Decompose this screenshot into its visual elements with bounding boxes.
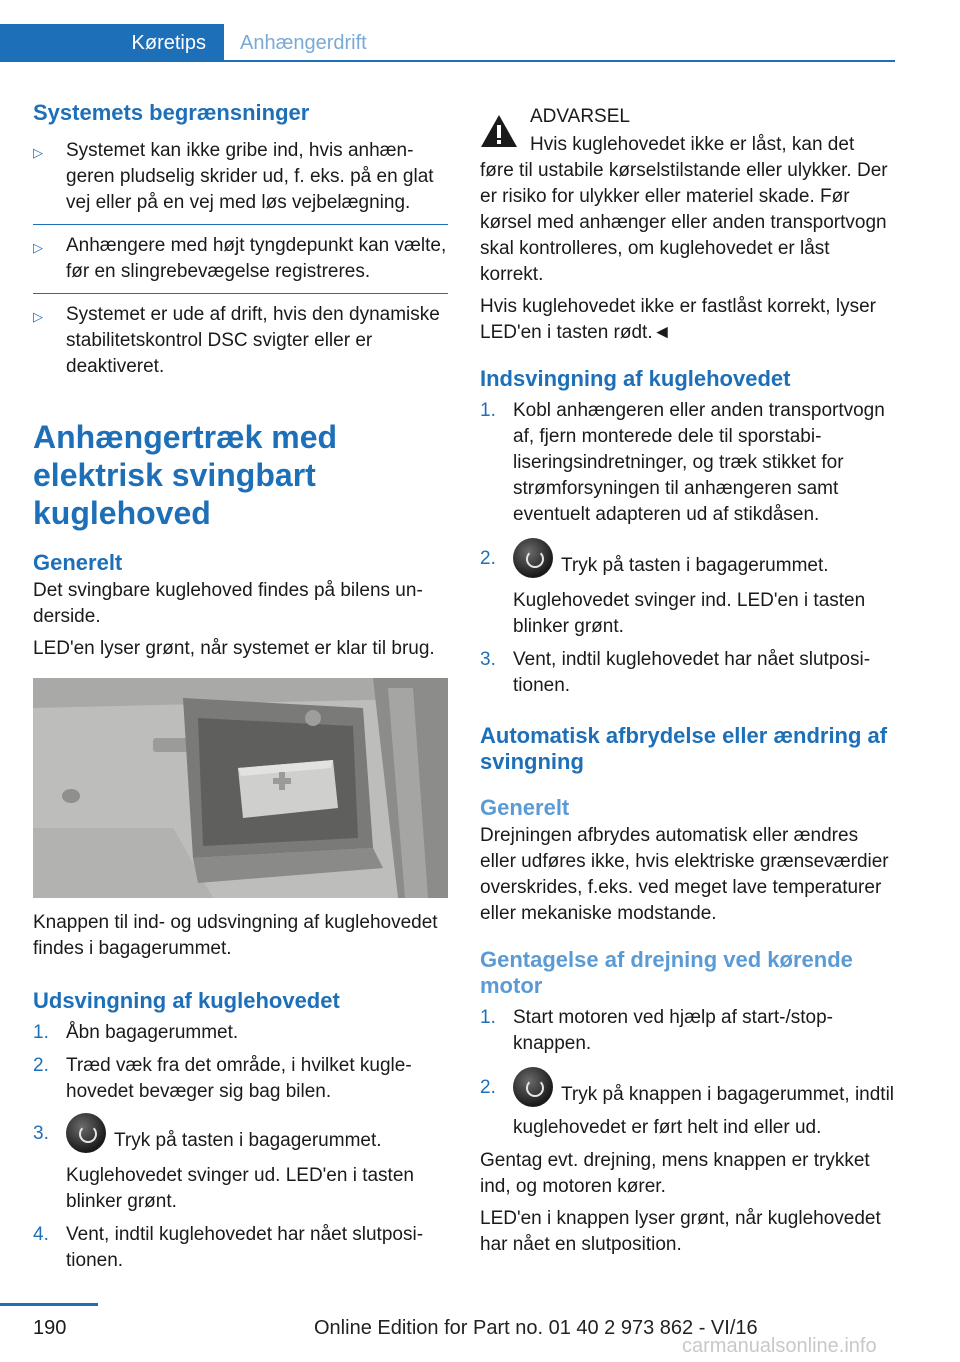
triangle-bullet-icon: ▷ xyxy=(33,145,43,160)
photo-caption: Knappen til ind- og udsvingning af kuglehovedet findes i bagagerummet. xyxy=(33,912,438,959)
warning-triangle-icon xyxy=(480,114,518,148)
footer-rule xyxy=(0,1303,98,1306)
warning-first-line: Hvis kuglehovedet ikke er låst, kan det xyxy=(530,134,855,155)
step-number: 1. xyxy=(480,400,496,421)
list-item xyxy=(33,1121,448,1215)
step-number: 1. xyxy=(33,1022,49,1043)
general-paragraph-2: LED'en lyser grønt, når systemet er klar til brug. xyxy=(33,638,435,659)
step-subtext: Kuglehovedet svinger ud. LED'en i tasten blinker grønt. xyxy=(66,1165,414,1212)
limits-heading: Systemets begrænsninger xyxy=(33,100,310,125)
section-title: Anhængertræk med elektrisk svingbart kuglehoved xyxy=(33,419,338,531)
list-item xyxy=(33,1020,448,1046)
swing-out-heading: Udsvingning af kuglehovedet xyxy=(33,988,340,1013)
step-number: 2. xyxy=(480,548,496,569)
warning-block xyxy=(480,104,898,346)
step-text: Start motoren ved hjælp af start-/stop-knappen. xyxy=(513,1007,833,1054)
step-number: 1. xyxy=(480,1007,496,1028)
step-text: Vent, indtil kuglehovedet har nået slutpositionen. xyxy=(513,649,871,696)
list-item-text: Systemet er ude af drift, hvis den dynamiske stabilitetskontrol DSC svigter eller er deaktiveret. xyxy=(66,304,440,377)
triangle-bullet-icon: ▷ xyxy=(33,309,43,324)
list-item xyxy=(33,225,448,294)
trunk-photo xyxy=(33,678,448,898)
repeat-heading: Gentagelse af drejning ved kørende motor xyxy=(480,947,853,998)
auto-general-paragraph: Drejningen afbrydes automatisk eller ændres eller udføres ikke, hvis elektriske grænseværdier overskrides, f.eks. ved meget lave temperaturer eller mekaniske modstande. xyxy=(480,825,889,924)
tab-anhaengerdrift-label: Anhængerdrift xyxy=(240,31,367,54)
triangle-bullet-icon: ▷ xyxy=(33,240,43,255)
list-item-text: Systemet kan ikke gribe ind, hvis anhængeren pludselig skrider ud, f. eks. på en glat vej eller på en vej med løs vejbelægning. xyxy=(66,140,434,213)
online-edition: Online Edition for Part no. 01 40 2 973 862 - VI/16 xyxy=(314,1317,758,1339)
list-item xyxy=(33,130,448,225)
list-item xyxy=(480,546,898,640)
list-item xyxy=(480,647,898,699)
list-item xyxy=(33,1222,448,1274)
step-text: Tryk på tasten i bagagerummet. xyxy=(114,1130,382,1152)
list-item xyxy=(480,398,898,528)
step-text: Vent, indtil kuglehovedet har nået slutpositionen. xyxy=(66,1224,424,1271)
list-item xyxy=(33,1053,448,1105)
general-paragraph-1: Det svingbare kuglehoved findes på bilens underside. xyxy=(33,580,423,627)
swing-in-steps xyxy=(480,398,898,699)
step-text: Tryk på knappen i bagagerummet, indtil kuglehovedet er ført helt ind eller ud. xyxy=(513,1084,895,1138)
step-text: Træd væk fra det område, i hvilket kuglehovedet bevæger sig bag bilen. xyxy=(66,1055,412,1102)
header-tabs xyxy=(0,24,895,62)
step-number: 2. xyxy=(480,1077,496,1098)
page-number: 190 xyxy=(33,1317,67,1339)
step-text: Åbn bagagerummet. xyxy=(66,1022,239,1043)
limits-list xyxy=(33,130,448,388)
swing-out-steps xyxy=(33,1020,448,1274)
warning-title: ADVARSEL xyxy=(530,106,630,127)
list-item xyxy=(480,1005,898,1057)
repeat-steps xyxy=(480,1005,898,1141)
swing-in-heading: Indsvingning af kuglehovedet xyxy=(480,366,791,391)
list-item-text: Anhængere med højt tyngdepunkt kan vælte, før en slingrebevægelse registreres. xyxy=(66,235,447,282)
auto-general-heading: Generelt xyxy=(480,795,570,820)
left-column xyxy=(33,100,448,1281)
step-number: 3. xyxy=(33,1123,49,1144)
tab-koeretips[interactable] xyxy=(0,24,224,62)
list-item xyxy=(480,1075,898,1141)
warning-text-2: Hvis kuglehovedet ikke er fastlåst korrekt, lyser LED'en i tasten rødt.◄ xyxy=(480,296,876,343)
step-number: 2. xyxy=(33,1055,49,1076)
ball-head-button-icon xyxy=(513,1067,553,1107)
general-heading: Generelt xyxy=(33,550,123,575)
tab-anhaengerdrift[interactable] xyxy=(240,24,367,62)
step-subtext: Kuglehovedet svinger ind. LED'en i tasten blinker grønt. xyxy=(513,590,866,637)
auto-heading: Automatisk afbrydelse eller ændring af svingning xyxy=(480,723,888,774)
warning-text: føre til ustabile kørselstilstande eller ulykker. Der er risiko for ulykker eller materiel skade. Før kørsel med anhænger eller anden transportvogn skal kontrolleres, om kuglehovedet er låst korrekt. xyxy=(480,160,888,285)
watermark: carmanualsonline.info xyxy=(682,1335,877,1357)
right-column xyxy=(480,104,898,1264)
step-text: Tryk på tasten i bagagerummet. xyxy=(561,555,829,577)
ball-head-button-icon xyxy=(66,1113,106,1153)
tab-koeretips-label: Køretips xyxy=(131,31,206,54)
ball-head-button-icon xyxy=(513,538,553,578)
step-text: Kobl anhængeren eller anden transportvogn af, fjern monterede dele til sporstabiliseringsindretninger, og træk stikket for strømforsyningen til anhængeren samt eventuelt adapteren ud af stikdåsen. xyxy=(513,400,885,525)
repeat-paragraph-2: LED'en i knappen lyser grønt, når kuglehovedet har nået en slutposition. xyxy=(480,1208,881,1255)
repeat-paragraph-1: Gentag evt. drejning, mens knappen er trykket ind, og motoren kører. xyxy=(480,1150,870,1197)
step-number: 3. xyxy=(480,649,496,670)
list-item xyxy=(33,294,448,388)
step-number: 4. xyxy=(33,1224,49,1245)
